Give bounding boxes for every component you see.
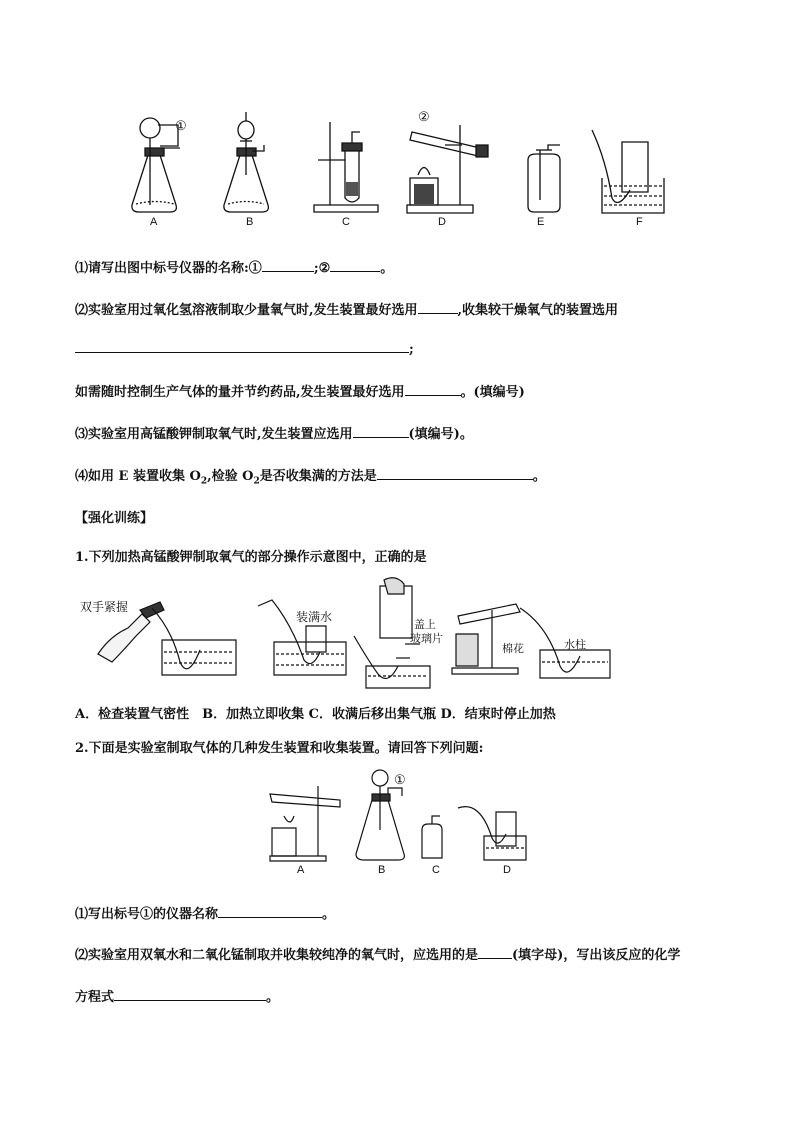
label-glass-1: 盖上 (414, 619, 436, 631)
ex2-answer-blank-1[interactable] (218, 905, 322, 918)
ex2-apparatus-d (458, 807, 526, 860)
ex2-marker-1: ① (394, 772, 406, 787)
ex2-label-b: B (378, 864, 386, 876)
answer-blank-3[interactable] (353, 425, 409, 438)
apparatus-e-gas-bottle (528, 145, 560, 212)
question-4: ⑷如用 E 装置收集 $O_2$,检验 $O_2$是否收集满的方法是 。 (75, 469, 546, 487)
question-2-line2: ; (75, 340, 414, 357)
label-d: D (438, 216, 446, 228)
apparatus-b-flask-sep-funnel (224, 112, 269, 212)
question-3: ⑶实验室用高锰酸钾制取氧气时,发生装置应选用 (填编号)。 (75, 427, 473, 442)
label-hands: 双手紧握 (80, 600, 129, 614)
ex2-apparatus-c (422, 816, 442, 858)
apparatus-d-heated-tube (407, 125, 488, 213)
ex2-answer-blank-2a[interactable] (478, 946, 512, 959)
label-e: E (537, 216, 545, 228)
answer-blank-2a[interactable] (418, 301, 458, 314)
marker-1: ① (175, 118, 187, 133)
ex2-answer-blank-2b[interactable] (114, 988, 266, 1001)
label-f: F (636, 216, 643, 228)
figure-1-apparatus (0, 0, 794, 240)
question-2: ⑵实验室用过氧化氢溶液制取少量氧气时,发生装置最好选用 ,收集较干燥氧气的装置选用 (75, 303, 619, 318)
label-c: C (342, 216, 350, 228)
exercise-1-question: 1.下列加热高锰酸钾制取氧气的部分操作示意图中，正确的是 (75, 550, 427, 565)
apparatus-c-test-tube-stand (314, 122, 378, 212)
answer-blank-2c[interactable] (405, 383, 461, 396)
answer-blank-1b[interactable] (330, 259, 380, 272)
option-d-stop-heating (452, 604, 610, 678)
label-cotton: 棉花 (502, 643, 524, 655)
ex2-apparatus-a (270, 786, 340, 861)
exercise-2-figure (0, 760, 794, 880)
exercise-1-options: A．检查装置气密性 B．加热立即收集 C．收满后移出集气瓶 D．结束时停止加热 (75, 707, 556, 722)
answer-blank-1a[interactable] (262, 259, 314, 272)
label-glass-2: 玻璃片 (410, 633, 443, 645)
apparatus-a-flask-funnel (132, 118, 180, 212)
exercise-1-figure (0, 570, 794, 700)
label-column: 水柱 (564, 639, 586, 651)
apparatus-f-water-trough (592, 130, 664, 213)
label-b: B (246, 216, 254, 228)
exercise-2-question: 2.下面是实验室制取气体的几种发生装置和收集装置。请回答下列问题: (75, 741, 484, 756)
label-water: 装满水 (296, 610, 333, 624)
ex2-label-d: D (503, 864, 511, 876)
ex2-label-a: A (297, 864, 305, 876)
exercise-2-q2: ⑵实验室用双氧水和二氧化锰制取并收集较纯净的氧气时，应选用的是 (填字母)，写出该反应的化学 (75, 948, 681, 963)
section-title: 【强化训练】 (75, 511, 154, 526)
exercise-2-q1: ⑴写出标号①的仪器名称 。 (75, 907, 336, 922)
question-1: ⑴请写出图中标号仪器的名称:① ;② 。 (75, 261, 394, 276)
label-a: A (150, 216, 158, 228)
answer-blank-4[interactable] (377, 467, 533, 480)
question-2b: 如需随时控制生产气体的量并节约药品,发生装置最好选用 。(填编号) (75, 385, 525, 400)
marker-2: ② (418, 109, 430, 124)
answer-blank-2b[interactable] (75, 340, 409, 353)
exercise-2-q2b: 方程式 。 (75, 990, 280, 1005)
ex2-label-c: C (432, 864, 440, 876)
